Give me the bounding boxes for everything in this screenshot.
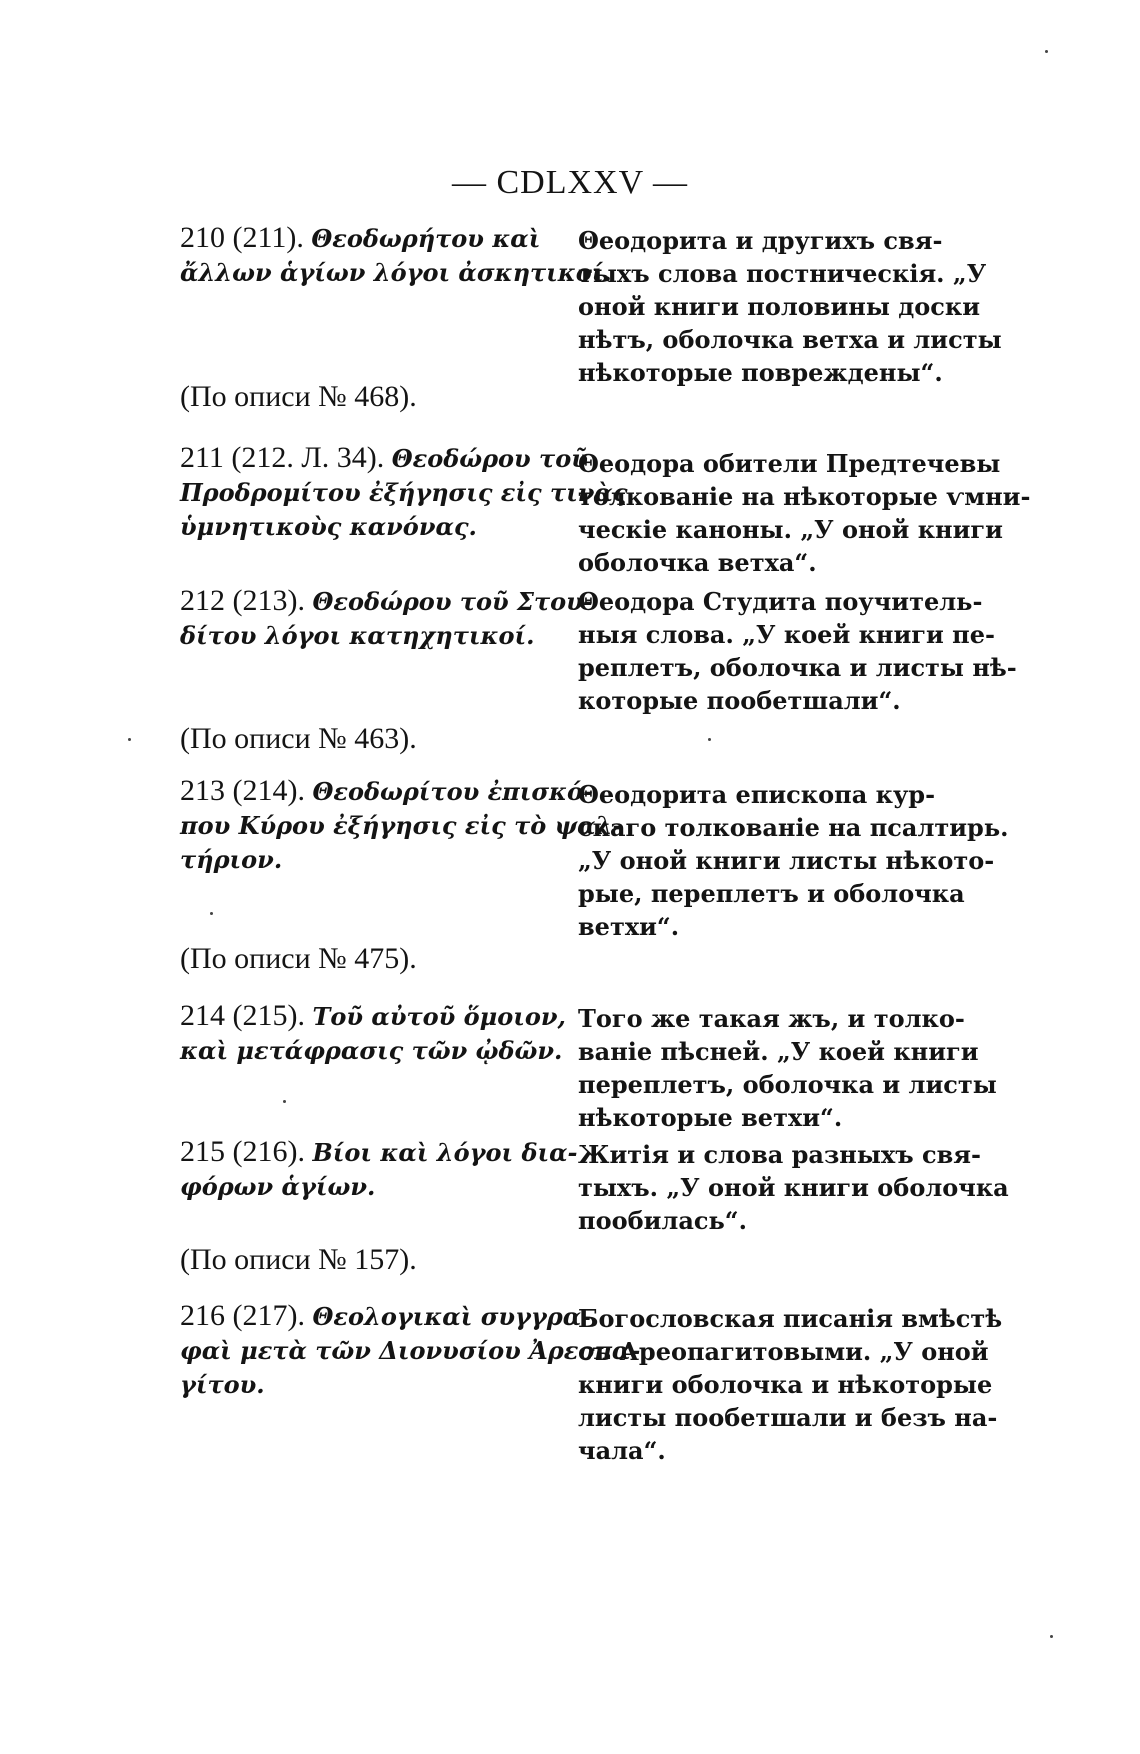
- entry-210-description: [578, 224, 1002, 389]
- description-line: реплетъ, оболочка и листы нѣ-: [578, 653, 1017, 682]
- description-line: нѣкоторые ветхи“.: [578, 1103, 843, 1132]
- description-line: ваніе пѣсней. „У коей книги: [578, 1037, 979, 1066]
- greek-title-line: Προδρομίτου ἐξήγησις εἰς τινὰς: [180, 478, 628, 507]
- description-line: Θеодора обители Предтечевы: [578, 449, 1001, 478]
- description-line: которые пообетшали“.: [578, 686, 901, 715]
- scan-speck: [128, 738, 131, 741]
- greek-title-line: ὑμνητικοὺς κανόνας.: [180, 512, 477, 541]
- entry-number: 216 (217).: [180, 1299, 305, 1332]
- greek-title-line: Θεολογικαὶ συγγρα-: [312, 1302, 592, 1331]
- greek-title-line: Θεοδωρήτου καὶ: [311, 224, 541, 253]
- greek-title-line: που Κύρου ἐξήγησις εἰς τὸ ψαλ-: [180, 811, 623, 840]
- inventory-reference: (По описи № 463).: [180, 722, 417, 755]
- entry-212-title: [180, 583, 593, 653]
- description-line: листы пообетшали и безъ на-: [578, 1403, 998, 1432]
- scan-speck: [210, 912, 213, 915]
- inventory-reference: (По описи № 157).: [180, 1243, 417, 1276]
- entry-213-title: [180, 773, 623, 877]
- description-line: книги оболочка и нѣкоторые: [578, 1370, 993, 1399]
- description-line: Θеодорита и другихъ свя-: [578, 226, 943, 255]
- description-line: толкованіе на нѣкоторые ѵмни-: [578, 482, 1031, 511]
- greek-title-line: Τοῦ αὐτοῦ ὅμοιον,: [312, 1002, 566, 1031]
- description-line: тыхъ. „У оной книги оболочка: [578, 1173, 1009, 1202]
- description-line: „У оной книги листы нѣкото-: [578, 846, 995, 875]
- entry-number: 212 (213).: [180, 584, 305, 617]
- description-line: Того же такая жъ, и толко-: [578, 1004, 965, 1033]
- greek-title-line: Βίοι καὶ λόγοι δια-: [312, 1138, 578, 1167]
- scan-speck: [708, 738, 711, 741]
- entry-214-description: [578, 1002, 997, 1134]
- entry-number: 214 (215).: [180, 999, 305, 1032]
- entry-number: 215 (216).: [180, 1135, 305, 1168]
- entry-215-description: [578, 1138, 1009, 1237]
- entry-213-description: [578, 778, 1009, 943]
- description-line: переплетъ, оболочка и листы: [578, 1070, 997, 1099]
- greek-title-line: γίτου.: [180, 1370, 265, 1399]
- description-line: пообилась“.: [578, 1206, 747, 1235]
- description-line: чала“.: [578, 1436, 666, 1465]
- greek-title-line: καὶ μετάφρασις τῶν ᾠδῶν.: [180, 1036, 563, 1065]
- scan-speck: [283, 1100, 286, 1103]
- description-line: Θеодорита епископа кур-: [578, 780, 936, 809]
- description-line: нѣтъ, оболочка ветха и листы: [578, 325, 1002, 354]
- description-line: нѣкоторые повреждены“.: [578, 358, 943, 387]
- greek-title-line: ἄλλων ἁγίων λόγοι ἀσκητικοί.: [180, 258, 612, 287]
- entry-215-title: [180, 1134, 580, 1204]
- entry-216-title: [180, 1298, 641, 1402]
- description-line: Житія и слова разныхъ свя-: [578, 1140, 981, 1169]
- entry-214-title: [180, 998, 580, 1068]
- entry-211-description: [578, 447, 1031, 579]
- description-line: Богословская писанія вмѣстѣ: [578, 1304, 1003, 1333]
- entry-216-description: [578, 1302, 1003, 1467]
- greek-title-line: Θεοδωρίτου ἐπισκό-: [312, 777, 594, 806]
- greek-title-line: Θεοδώρου τοῦ Στου-: [312, 587, 593, 616]
- greek-title-line: τήριον.: [180, 845, 283, 874]
- greek-title-line: φαὶ μετὰ τῶν Διονυσίου Ἀρεοπα-: [180, 1336, 641, 1365]
- description-line: оболочка ветха“.: [578, 548, 817, 577]
- entry-number: 210 (211).: [180, 221, 304, 254]
- description-line: скаго толкованіе на псалтирь.: [578, 813, 1009, 842]
- entry-number: 213 (214).: [180, 774, 305, 807]
- greek-title-line: Θεοδώρου τοῦ: [391, 444, 588, 473]
- scan-speck: [1045, 50, 1048, 53]
- entry-211-title: [180, 440, 628, 544]
- greek-title-line: φόρων ἁγίων.: [180, 1172, 376, 1201]
- entry-number: 211 (212. Л. 34).: [180, 441, 385, 474]
- description-line: ческіе каноны. „У оной книги: [578, 515, 1003, 544]
- description-line: тыхъ слова постническія. „У: [578, 259, 987, 288]
- description-line: Θеодора Студита поучитель-: [578, 587, 983, 616]
- description-line: рые, переплетъ и оболочка: [578, 879, 965, 908]
- page-number-header: — CDLXXV —: [451, 164, 689, 201]
- description-line: ветхи“.: [578, 912, 680, 941]
- entry-210-title: [180, 220, 612, 290]
- description-line: оной книги половины доски: [578, 292, 981, 321]
- inventory-reference: (По описи № 468).: [180, 380, 417, 413]
- inventory-reference: (По описи № 475).: [180, 942, 417, 975]
- description-line: съ Ареопагитовыми. „У оной: [578, 1337, 989, 1366]
- entry-212-description: [578, 585, 1017, 717]
- greek-title-line: δίτου λόγοι κατηχητικοί.: [180, 621, 535, 650]
- scan-speck: [1050, 1635, 1053, 1638]
- description-line: ныя слова. „У коей книги пе-: [578, 620, 995, 649]
